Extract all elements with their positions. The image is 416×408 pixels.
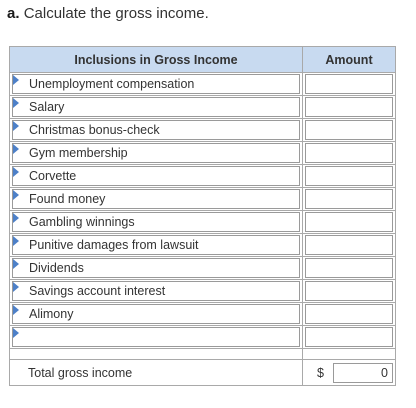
dropdown-marker-icon (13, 328, 19, 338)
item-cell (10, 73, 303, 96)
dropdown-marker-icon (13, 190, 19, 200)
amount-cell (303, 280, 396, 303)
table-row (10, 303, 396, 326)
dropdown-marker-icon (13, 282, 19, 292)
amount-cell (303, 73, 396, 96)
amount-cell (303, 188, 396, 211)
question-prompt (7, 5, 209, 22)
amount-cell (303, 257, 396, 280)
item-label: Unemployment compensation (29, 77, 195, 91)
item-dropdown[interactable] (12, 304, 300, 324)
amount-input[interactable] (305, 212, 393, 232)
question-part-label: a. (7, 5, 20, 22)
amount-input[interactable] (305, 281, 393, 301)
dropdown-marker-icon (13, 259, 19, 269)
amount-input[interactable] (305, 189, 393, 209)
item-label: Gym membership (29, 146, 128, 160)
total-label: Total gross income (28, 365, 133, 380)
item-cell (10, 165, 303, 188)
total-amount-cell (303, 360, 396, 386)
total-value: 0 (333, 363, 393, 383)
item-label: Alimony (29, 307, 74, 321)
table-row (10, 280, 396, 303)
amount-cell (303, 96, 396, 119)
table-row (10, 234, 396, 257)
dropdown-marker-icon (13, 98, 19, 108)
amount-input[interactable] (305, 166, 393, 186)
amount-cell (303, 326, 396, 349)
item-cell (10, 188, 303, 211)
item-cell (10, 257, 303, 280)
question-text: Calculate the gross income. (23, 5, 209, 22)
table-row (10, 119, 396, 142)
amount-input[interactable] (305, 120, 393, 140)
item-cell (10, 326, 303, 349)
item-cell (10, 211, 303, 234)
total-amount (305, 362, 393, 384)
item-label: Christmas bonus-check (29, 123, 160, 137)
table-body (10, 73, 396, 386)
table-row (10, 73, 396, 96)
item-cell (10, 142, 303, 165)
item-cell (10, 96, 303, 119)
table-row (10, 326, 396, 349)
header-inclusions: Inclusions in Gross Income (10, 47, 303, 73)
gross-income-table (9, 46, 396, 386)
header-amount: Amount (303, 47, 396, 73)
item-cell (10, 303, 303, 326)
item-dropdown[interactable] (12, 235, 300, 255)
amount-cell (303, 165, 396, 188)
amount-input[interactable] (305, 327, 393, 347)
item-dropdown[interactable] (12, 143, 300, 163)
dropdown-marker-icon (13, 236, 19, 246)
item-dropdown[interactable] (12, 74, 300, 94)
item-label: Salary (29, 100, 65, 114)
item-dropdown[interactable] (12, 97, 300, 117)
amount-input[interactable] (305, 235, 393, 255)
table-row (10, 257, 396, 280)
table-row (10, 188, 396, 211)
dropdown-marker-icon (13, 213, 19, 223)
item-cell (10, 119, 303, 142)
amount-input[interactable] (305, 74, 393, 94)
item-label: Gambling winnings (29, 215, 135, 229)
table-row (10, 96, 396, 119)
item-cell (10, 234, 303, 257)
table-row (10, 211, 396, 234)
amount-input[interactable] (305, 258, 393, 278)
item-dropdown[interactable] (12, 281, 300, 301)
item-dropdown[interactable] (12, 166, 300, 186)
item-cell (10, 280, 303, 303)
dropdown-marker-icon (13, 121, 19, 131)
item-dropdown[interactable] (12, 212, 300, 232)
amount-input[interactable] (305, 304, 393, 324)
amount-cell (303, 234, 396, 257)
amount-cell (303, 303, 396, 326)
item-dropdown[interactable] (12, 327, 300, 347)
item-dropdown[interactable] (12, 120, 300, 140)
item-label: Corvette (29, 169, 77, 183)
amount-cell (303, 119, 396, 142)
item-label: Punitive damages from lawsuit (29, 238, 199, 252)
dropdown-marker-icon (13, 75, 19, 85)
spacer-cell (303, 349, 396, 360)
item-label: Found money (29, 192, 106, 206)
amount-cell (303, 142, 396, 165)
currency-symbol: $ (317, 365, 324, 380)
total-label-cell (10, 360, 303, 386)
amount-input[interactable] (305, 143, 393, 163)
table-header-row (10, 47, 396, 73)
table-row (10, 165, 396, 188)
dropdown-marker-icon (13, 305, 19, 315)
spacer-row (10, 349, 396, 360)
amount-input[interactable] (305, 97, 393, 117)
total-row (10, 360, 396, 386)
table-row (10, 142, 396, 165)
amount-cell (303, 211, 396, 234)
dropdown-marker-icon (13, 167, 19, 177)
item-dropdown[interactable] (12, 258, 300, 278)
dropdown-marker-icon (13, 144, 19, 154)
spacer-cell (10, 349, 303, 360)
item-label: Dividends (29, 261, 84, 275)
item-label: Savings account interest (29, 284, 166, 298)
item-dropdown[interactable] (12, 189, 300, 209)
